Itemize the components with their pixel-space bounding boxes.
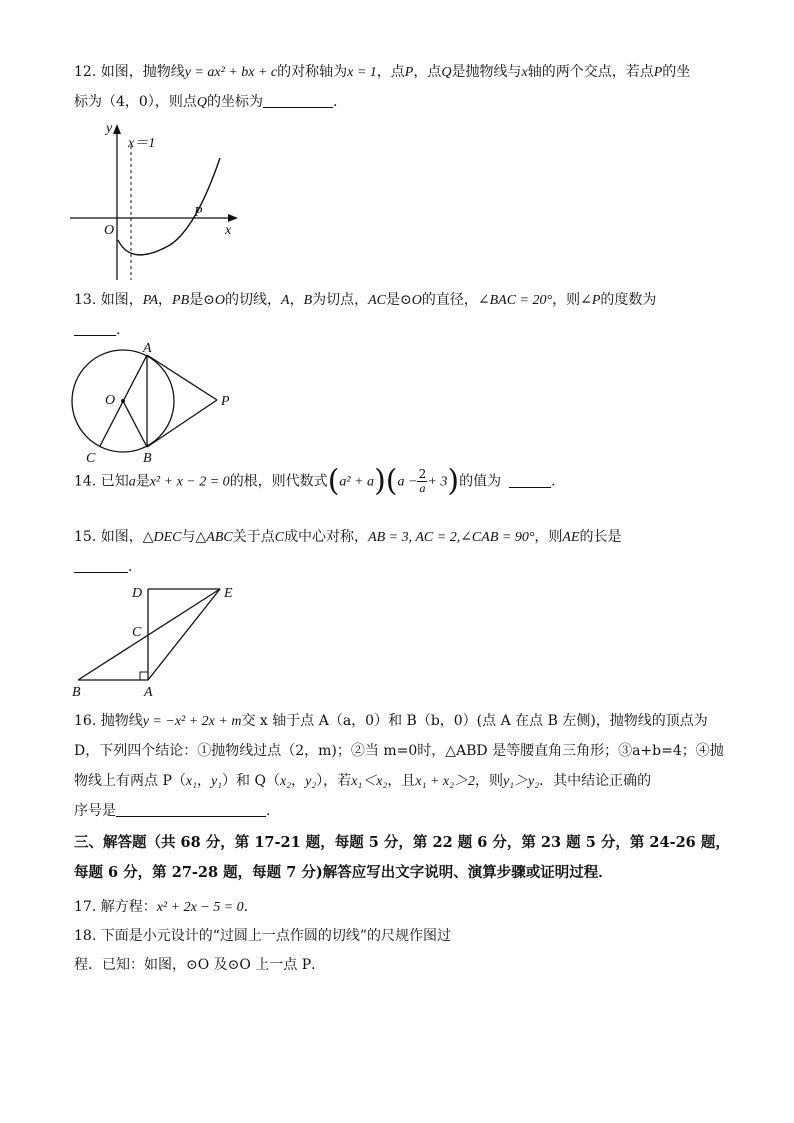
q15-d-label: D (132, 586, 143, 601)
q13-line1: 13. 如图，PA，PB是⊙O的切线，A，B为切点，AC是⊙O的直径，∠BAC = 20°，则∠P的度数为 (74, 292, 657, 308)
q13-angle: ∠BAC = 20° (477, 293, 553, 308)
q16-line4: 序号是 . (74, 803, 271, 819)
q15-c-label: C (132, 625, 142, 640)
q13-c-label: C (86, 451, 96, 466)
q14-answer-blank[interactable] (509, 473, 551, 488)
q12-axis-eq: x = 1 (347, 65, 377, 80)
q12-p-label: P (194, 205, 203, 220)
q12-line2: 标为（4，0），则点Q的坐标为 . (74, 94, 338, 110)
q14-fraction: $\frac{2}{a}$ (418, 467, 427, 495)
q13-p-label: P (221, 394, 230, 409)
q12-figure (70, 118, 250, 288)
q12-answer-blank[interactable] (263, 93, 333, 108)
q16-line3: 物线上有两点 P（x₁，y₁）和 Q（x₂，y₂），若x₁＜x₂，且x₁ + x₂＞2，则y₁＞y₂．其中结论正确的 (74, 773, 652, 789)
q15-conditions: AB = 3, AC = 2,∠CAB = 90° (368, 530, 535, 545)
q15-line2: . (74, 557, 132, 577)
q13-b-label: B (143, 451, 152, 466)
q13-figure (70, 342, 240, 464)
q15-a-label: A (144, 685, 153, 700)
q12-x-label: x (225, 223, 232, 238)
q14-expr1: a² + a (339, 474, 375, 490)
q12-line1: 12. 如图，抛物线y = ax² + bx + c的对称轴为x = 1，点P，点Q是抛物线与x轴的两个交点，若点P的坐 (74, 64, 691, 80)
q12-axis-label: x＝1 (128, 136, 156, 151)
q15-figure (70, 582, 250, 700)
q17-line: 17. 解方程：x² + 2x − 5 = 0． (74, 899, 258, 915)
q14-line: 14. 已知a是x² + x − 2 = 0的根，则代数式(a² + a)(a − $\frac{2}{a}$ + 3)的值为 . (74, 463, 556, 499)
q18-line1: 18. 下面是小元设计的“过圆上一点作圆的切线”的尺规作图过 (74, 928, 452, 944)
q16-line2: D，下列四个结论：①抛物线过点（2，m)；②当 m=0时，△ABD 是等腰直角三角形；③a+b=4；④抛 (74, 743, 724, 759)
q16-equation: y = −x² + 2x + m (142, 714, 242, 729)
q16-answer-blank[interactable] (116, 802, 266, 817)
q15-answer-blank[interactable] (74, 558, 128, 573)
section3-heading-line2: 每题 6 分，第 27-28 题，每题 7 分)解答应写出文字说明、演算步骤或证明过程． (74, 864, 613, 881)
q13-answer-blank[interactable] (74, 321, 116, 336)
q13-line2: . (74, 320, 120, 340)
q18-line2: 程．已知：如图，⊙O 及⊙O 上一点 P． (74, 957, 326, 973)
q13-o-label: O (105, 393, 116, 408)
section3-heading-line1: 三、解答题（共 68 分，第 17-21 题，每题 5 分，第 22 题 6 分，第 23 题 5 分，第 24-26 题， (74, 834, 730, 851)
q17-equation: x² + 2x − 5 = 0 (156, 900, 244, 915)
q16-line1: 16. 抛物线y = −x² + 2x + m交 x 轴于点 A（a，0）和 B（b，0）(点 A 在点 B 左侧)，抛物线的顶点为 (74, 713, 708, 729)
q15-e-label: E (224, 586, 233, 601)
q14-equation: x² + x − 2 = 0 (149, 474, 230, 490)
q13-a-label: A (143, 341, 152, 356)
q15-line1: 15. 如图，△DEC与△ABC关于点C成中心对称，AB = 3, AC = 2,∠CAB = 90°，则AE的长是 (74, 529, 622, 545)
q12-y-label: y (106, 121, 113, 136)
q12-parabola-eq: y = ax² + bx + c (184, 65, 278, 80)
q15-b-label: B (72, 685, 81, 700)
q12-o-label: O (104, 223, 115, 238)
